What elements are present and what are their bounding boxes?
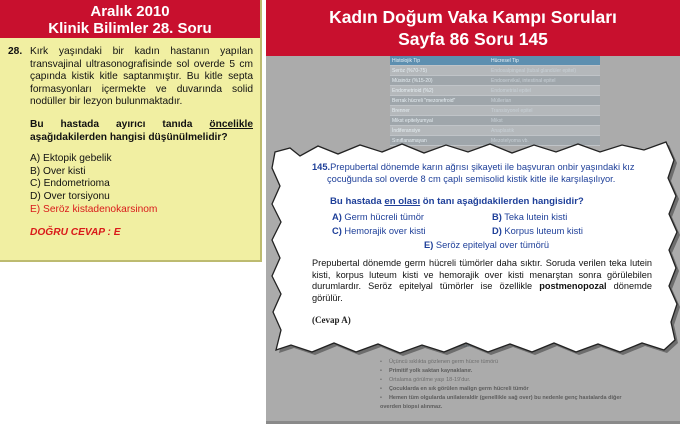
option-d: D) Over torsiyonu [30, 190, 110, 202]
table-cell: Müllerian [489, 96, 600, 106]
question-145-card [312, 160, 670, 340]
table-cell: Transisyonel epitel [489, 106, 600, 116]
table-cell: Hücresel Tip [489, 56, 600, 66]
option-letter: A) [332, 212, 342, 222]
table-cell: Anaplastik [489, 126, 600, 136]
left-header-question: Klinik Bilimler 28. Soru [48, 20, 212, 37]
option-b: B) Over kisti [30, 165, 86, 177]
table-cell: Müsinöz (%15-20) [390, 76, 489, 86]
table-cell: Berrak hücreli "mezonefroid" [390, 96, 489, 106]
card-option-e [424, 240, 549, 252]
card-option-d [492, 226, 583, 238]
ask145-post: ön tanı aşağıdakilerden hangisidir? [420, 196, 584, 207]
ask-emphasis: öncelikle [209, 118, 253, 130]
table-cell: Endoservikal, intestinal epitel [489, 76, 600, 86]
ask-pre: Bu hastada ayırıcı tanıda [30, 118, 210, 130]
correct-answer: DOĞRU CEVAP : E [30, 227, 121, 239]
card-option-c [332, 226, 426, 238]
option-letter: E) [424, 240, 434, 250]
option-text: Teka lutein kisti [504, 212, 568, 222]
question-text: Kırk yaşındaki bir kadın hastanın yapılan transvajinal ultrasonografisinde sol overde 5 cm çapında kistik kitle saptanmıştır. Bu kitle septa formasyonları içermekte ve duvarında solid nodüller bir lezyon bulunmaktadır. [30, 46, 253, 108]
option-text: Hemorajik over kisti [344, 226, 426, 236]
right-header-title: Kadın Doğum Vaka Kampı Soruları [329, 7, 617, 27]
question-145-ask [330, 196, 584, 208]
option-a: A) Ektopik gebelik [30, 153, 112, 165]
list-item: • Ortalama görülme yaşı 18-19'dur. [380, 376, 630, 385]
option-letter: B) [492, 212, 502, 222]
card-option-a [332, 212, 424, 224]
table-cell: Mezotelyoma vb. [489, 136, 600, 146]
question-145 [312, 162, 652, 185]
table-cell: Endosalpingeal (tubal glandüler epitel) [489, 66, 600, 76]
explanation [312, 258, 652, 304]
explanation-pre: Prepubertal dönemde germ hücreli tümörler daha sıktır. Soruda verilen teka lutein kisti, korpus luteum kisti ve hemorajik over kisti menarştan sonra görülebilen durumlardır. Seröz epitelyal tümörler ise özellikle [312, 258, 652, 292]
table-cell: Brenner [390, 106, 489, 116]
option-text: Seröz epitelyal over tümörü [435, 240, 550, 250]
card-option-b [492, 212, 567, 224]
ask-post: aşağıdakilerden hangisi düşünülmelidir? [30, 131, 228, 143]
table-cell: Endometrioid (%2) [390, 86, 489, 96]
left-header-exam: Aralık 2010 [90, 3, 170, 20]
table-cell: Endometrial epitel [489, 86, 600, 96]
option-e-correct: E) Seröz kistadenokarsinom [30, 203, 158, 215]
option-letter: C) [332, 226, 342, 236]
ask145-emphasis: en olası [384, 196, 421, 207]
list-item: • Çocuklarda en sık görülen malign germ hücreli tümör [380, 385, 630, 394]
question-145-line2: çocuğunda sol overde 8 cm çaplı semisolid kistik kitle ile karşılaşılıyor. [327, 173, 616, 184]
question-145-line1: Prepubertal dönemde karın ağrısı şikayeti ile başvuran onbir yaşındaki kız [330, 162, 635, 172]
option-c: C) Endometrioma [30, 178, 110, 190]
table-cell: Seröz (%70-75) [390, 66, 489, 76]
table-cell: Mikst epitelyumyal [390, 116, 489, 126]
question-number: 28. [8, 46, 23, 57]
card-answer: (Cevap A) [312, 315, 351, 325]
list-item: • Hemen tüm olgularda unilateraldir (genellikle sağ over) bu nedenle genç hastalarda diğer overden biopsi alınmaz. [380, 394, 630, 412]
list-item: • Primitif yolk saktan kaynaklanır. [380, 367, 630, 376]
ask145-pre: Bu hastada [330, 196, 385, 207]
option-text: Germ hücreli tümör [344, 212, 424, 222]
table-cell: İndiferansiye [390, 126, 489, 136]
table-cell: Mikst [489, 116, 600, 126]
explanation-emphasis: postmenopozal [539, 281, 607, 292]
option-letter: D) [492, 226, 502, 236]
right-header-page: Sayfa 86 Soru 145 [398, 29, 548, 49]
table-cell: Sınıflanamayan [390, 136, 489, 146]
question-145-number: 145. [312, 162, 331, 172]
explanation-post: dönemde görülür. [312, 281, 652, 303]
table-cell: Histolojik Tip [390, 56, 489, 66]
list-item: • Üçüncü sıklıkta gözlenen germ hücre tümörü [380, 358, 630, 367]
option-text: Korpus luteum kisti [504, 226, 583, 236]
